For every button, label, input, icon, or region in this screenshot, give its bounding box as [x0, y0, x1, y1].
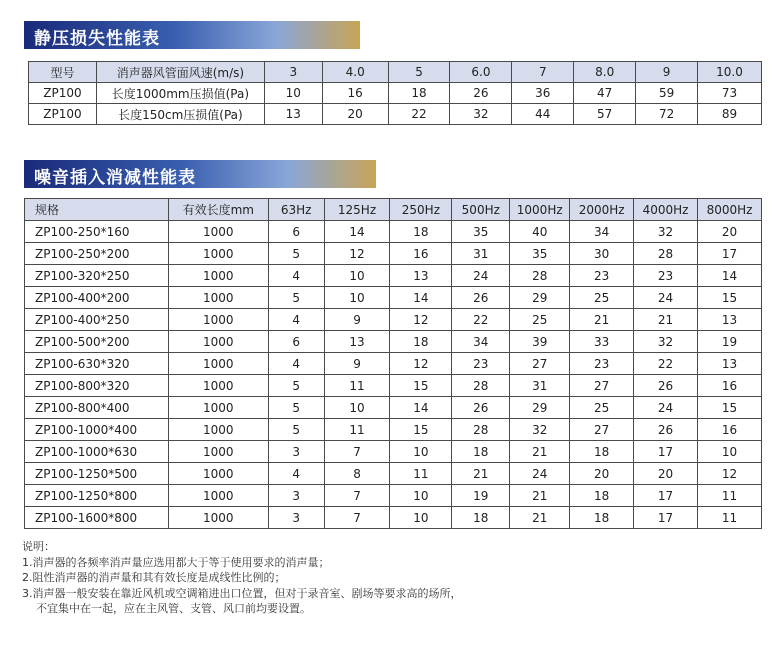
table-cell: 23	[570, 265, 634, 287]
table-cell: 34	[570, 221, 634, 243]
table-cell: ZP100	[29, 104, 97, 125]
table-cell: 18	[390, 331, 452, 353]
table-cell: 57	[574, 104, 636, 125]
table-cell: ZP100-1250*800	[25, 485, 169, 507]
table-cell: 26	[634, 375, 698, 397]
table-cell: 11	[324, 375, 390, 397]
table-cell: 10	[324, 287, 390, 309]
table-cell: 32	[450, 104, 512, 125]
header-cell: 8.0	[574, 62, 636, 83]
table-cell: 18	[452, 507, 510, 529]
table-cell: 13	[698, 309, 762, 331]
table-cell: 15	[698, 287, 762, 309]
table-cell: ZP100-250*200	[25, 243, 169, 265]
table-cell: 18	[570, 507, 634, 529]
table-cell: 12	[390, 353, 452, 375]
table-cell: 20	[634, 463, 698, 485]
table-cell: 30	[570, 243, 634, 265]
table-cell: 1000	[168, 397, 268, 419]
table-cell: 8	[324, 463, 390, 485]
table-cell: 44	[512, 104, 574, 125]
table-cell: 27	[510, 353, 570, 375]
table-cell: 21	[510, 485, 570, 507]
table-row	[25, 221, 762, 243]
table-cell: 10	[390, 507, 452, 529]
header-cell: 8000Hz	[698, 199, 762, 221]
table-cell: 1000	[168, 243, 268, 265]
table-cell: 1000	[168, 287, 268, 309]
table-cell: 40	[510, 221, 570, 243]
table-cell: 22	[388, 104, 450, 125]
table-cell: 4	[268, 265, 324, 287]
table-cell: 16	[322, 83, 388, 104]
table-cell: 35	[510, 243, 570, 265]
table-cell: 31	[452, 243, 510, 265]
table-cell: 17	[634, 485, 698, 507]
table-cell: 24	[634, 397, 698, 419]
table-cell: ZP100-1600*800	[25, 507, 169, 529]
table-cell: 18	[390, 221, 452, 243]
table-cell: 3	[268, 507, 324, 529]
table-cell: 14	[698, 265, 762, 287]
table-cell: ZP100-320*250	[25, 265, 169, 287]
table-cell: 32	[634, 221, 698, 243]
table-cell: 21	[510, 507, 570, 529]
table-cell: 28	[634, 243, 698, 265]
table-cell: 16	[390, 243, 452, 265]
table-cell: 17	[698, 243, 762, 265]
header-cell: 7	[512, 62, 574, 83]
table-cell: 13	[698, 353, 762, 375]
table-cell: 23	[452, 353, 510, 375]
header-cell: 规格	[25, 199, 169, 221]
table-row	[25, 331, 762, 353]
table-cell: ZP100-1000*630	[25, 441, 169, 463]
header-cell: 10.0	[698, 62, 762, 83]
table-cell: 7	[324, 485, 390, 507]
table-row	[25, 265, 762, 287]
table-cell: 1000	[168, 485, 268, 507]
table-cell: 25	[570, 287, 634, 309]
notes-heading: 说明：	[22, 540, 55, 553]
table-cell: 12	[324, 243, 390, 265]
section2-title: 噪音插入消减性能表	[34, 168, 196, 188]
table-cell: 23	[570, 353, 634, 375]
table-cell: 7	[324, 441, 390, 463]
table-cell: 1000	[168, 353, 268, 375]
table-cell: 18	[452, 441, 510, 463]
table-cell: 21	[510, 441, 570, 463]
table-cell: 25	[570, 397, 634, 419]
table-cell: 1000	[168, 441, 268, 463]
table-cell: 21	[570, 309, 634, 331]
table-cell: 19	[698, 331, 762, 353]
table-cell: 32	[510, 419, 570, 441]
table-row	[25, 353, 762, 375]
table-cell: 1000	[168, 309, 268, 331]
table-cell: ZP100	[29, 83, 97, 104]
note-item: 3.消声器一般安装在靠近风机或空调箱进出口位置，但对于录音室、剧场等要求高的场所，	[22, 586, 462, 600]
table-cell: 26	[450, 83, 512, 104]
table-cell: 26	[452, 287, 510, 309]
table-cell: 5	[268, 419, 324, 441]
table-cell: 35	[452, 221, 510, 243]
table-cell: 26	[634, 419, 698, 441]
table-cell: ZP100-1250*500	[25, 463, 169, 485]
table-cell: 21	[452, 463, 510, 485]
table-cell: 5	[268, 243, 324, 265]
table-cell: 9	[324, 353, 390, 375]
table-cell: 39	[510, 331, 570, 353]
notes	[22, 539, 462, 617]
table-cell: 31	[510, 375, 570, 397]
table-cell: 12	[390, 309, 452, 331]
table-cell: 18	[570, 441, 634, 463]
table-cell: 59	[636, 83, 698, 104]
table-cell: ZP100-500*200	[25, 331, 169, 353]
table-cell: 15	[390, 375, 452, 397]
table-cell: 24	[510, 463, 570, 485]
table-cell: 26	[452, 397, 510, 419]
table-cell: ZP100-630*320	[25, 353, 169, 375]
table-cell: 72	[636, 104, 698, 125]
table-cell: 长度150cm压损值(Pa)	[96, 104, 264, 125]
table-cell: ZP100-400*200	[25, 287, 169, 309]
table-cell: 18	[570, 485, 634, 507]
table-cell: 1000	[168, 507, 268, 529]
table-cell: 1000	[168, 375, 268, 397]
header-cell: 125Hz	[324, 199, 390, 221]
table-row	[25, 397, 762, 419]
table-cell: 4	[268, 463, 324, 485]
table-cell: ZP100-800*400	[25, 397, 169, 419]
table-cell: 1000	[168, 265, 268, 287]
table-row	[25, 287, 762, 309]
header-cell: 4.0	[322, 62, 388, 83]
header-cell: 2000Hz	[570, 199, 634, 221]
section1-banner	[24, 21, 360, 49]
header-cell: 5	[388, 62, 450, 83]
table-cell: 10	[264, 83, 322, 104]
table-row	[25, 463, 762, 485]
table-cell: 20	[698, 221, 762, 243]
table-cell: 12	[698, 463, 762, 485]
table-cell: 73	[698, 83, 762, 104]
table-cell: 10	[324, 397, 390, 419]
table-cell: 33	[570, 331, 634, 353]
table-cell: ZP100-1000*400	[25, 419, 169, 441]
table-cell: 10	[698, 441, 762, 463]
table-cell: 13	[390, 265, 452, 287]
header-cell: 1000Hz	[510, 199, 570, 221]
table-cell: 28	[452, 375, 510, 397]
table-cell: 3	[268, 485, 324, 507]
table-cell: 7	[324, 507, 390, 529]
table-cell: 25	[510, 309, 570, 331]
note-item: 不宜集中在一起，应在主风管、支管、风口前均要设置。	[36, 602, 311, 615]
table-cell: 28	[452, 419, 510, 441]
note-item: 2.阻性消声器的消声量和其有效长度是成线性比例的；	[22, 571, 286, 584]
table-cell: 1000	[168, 221, 268, 243]
table-cell: ZP100-400*250	[25, 309, 169, 331]
table-cell: 14	[390, 287, 452, 309]
table-row	[25, 419, 762, 441]
header-cell: 有效长度mm	[168, 199, 268, 221]
table-cell: 4	[268, 353, 324, 375]
table-cell: 18	[388, 83, 450, 104]
table-cell: 36	[512, 83, 574, 104]
table-cell: 10	[324, 265, 390, 287]
table-cell: 1000	[168, 419, 268, 441]
table-cell: 17	[634, 507, 698, 529]
table-cell: 1000	[168, 463, 268, 485]
table-cell: 11	[324, 419, 390, 441]
table-cell: 34	[452, 331, 510, 353]
table-cell: 21	[634, 309, 698, 331]
section2-banner	[24, 160, 376, 188]
table-cell: 47	[574, 83, 636, 104]
table-cell: 17	[634, 441, 698, 463]
table-cell: ZP100-250*160	[25, 221, 169, 243]
table-cell: 29	[510, 397, 570, 419]
table-cell: 15	[698, 397, 762, 419]
header-cell: 消声器风管面风速(m/s)	[96, 62, 264, 83]
table-cell: 5	[268, 375, 324, 397]
header-cell: 4000Hz	[634, 199, 698, 221]
table-cell: 13	[324, 331, 390, 353]
table-cell: 23	[634, 265, 698, 287]
table-cell: 4	[268, 309, 324, 331]
table-cell: 20	[570, 463, 634, 485]
table-row	[29, 104, 762, 125]
table-cell: 13	[264, 104, 322, 125]
table-cell: 89	[698, 104, 762, 125]
table-row	[25, 375, 762, 397]
table-cell: 14	[324, 221, 390, 243]
table-cell: 27	[570, 375, 634, 397]
table-cell: 16	[698, 419, 762, 441]
table-header	[29, 62, 762, 83]
header-cell: 63Hz	[268, 199, 324, 221]
table-cell: 15	[390, 419, 452, 441]
table-row	[25, 441, 762, 463]
table-cell: 11	[698, 485, 762, 507]
table-row	[29, 83, 762, 104]
table-cell: 长度1000mm压损值(Pa)	[96, 83, 264, 104]
header-cell: 6.0	[450, 62, 512, 83]
table-cell: 5	[268, 397, 324, 419]
header-cell: 3	[264, 62, 322, 83]
header-cell: 500Hz	[452, 199, 510, 221]
table-cell: 24	[452, 265, 510, 287]
table-row	[25, 485, 762, 507]
table-cell: 6	[268, 221, 324, 243]
section1-title: 静压损失性能表	[34, 29, 160, 49]
table-cell: 1000	[168, 331, 268, 353]
table-row	[25, 507, 762, 529]
table-cell: 11	[390, 463, 452, 485]
table-cell: 11	[698, 507, 762, 529]
table-cell: 32	[634, 331, 698, 353]
table-row	[25, 243, 762, 265]
header-cell: 型号	[29, 62, 97, 83]
table-cell: 20	[322, 104, 388, 125]
table-cell: 24	[634, 287, 698, 309]
table-cell: 22	[634, 353, 698, 375]
table-cell: 16	[698, 375, 762, 397]
table-cell: 27	[570, 419, 634, 441]
table-cell: 29	[510, 287, 570, 309]
table-cell: 6	[268, 331, 324, 353]
header-cell: 9	[636, 62, 698, 83]
table-row	[25, 309, 762, 331]
table-header	[25, 199, 762, 221]
table-cell: 5	[268, 287, 324, 309]
table-cell: 3	[268, 441, 324, 463]
table-cell: 28	[510, 265, 570, 287]
table-cell: 10	[390, 441, 452, 463]
table-cell: ZP100-800*320	[25, 375, 169, 397]
table-cell: 9	[324, 309, 390, 331]
table-cell: 14	[390, 397, 452, 419]
table-cell: 22	[452, 309, 510, 331]
note-item: 1.消声器的各频率消声量应选用都大于等于使用要求的消声量；	[22, 555, 330, 569]
header-cell: 250Hz	[390, 199, 452, 221]
noise-insertion-loss-table	[24, 198, 762, 529]
table-cell: 10	[390, 485, 452, 507]
static-pressure-loss-table	[28, 61, 762, 125]
table-cell: 19	[452, 485, 510, 507]
